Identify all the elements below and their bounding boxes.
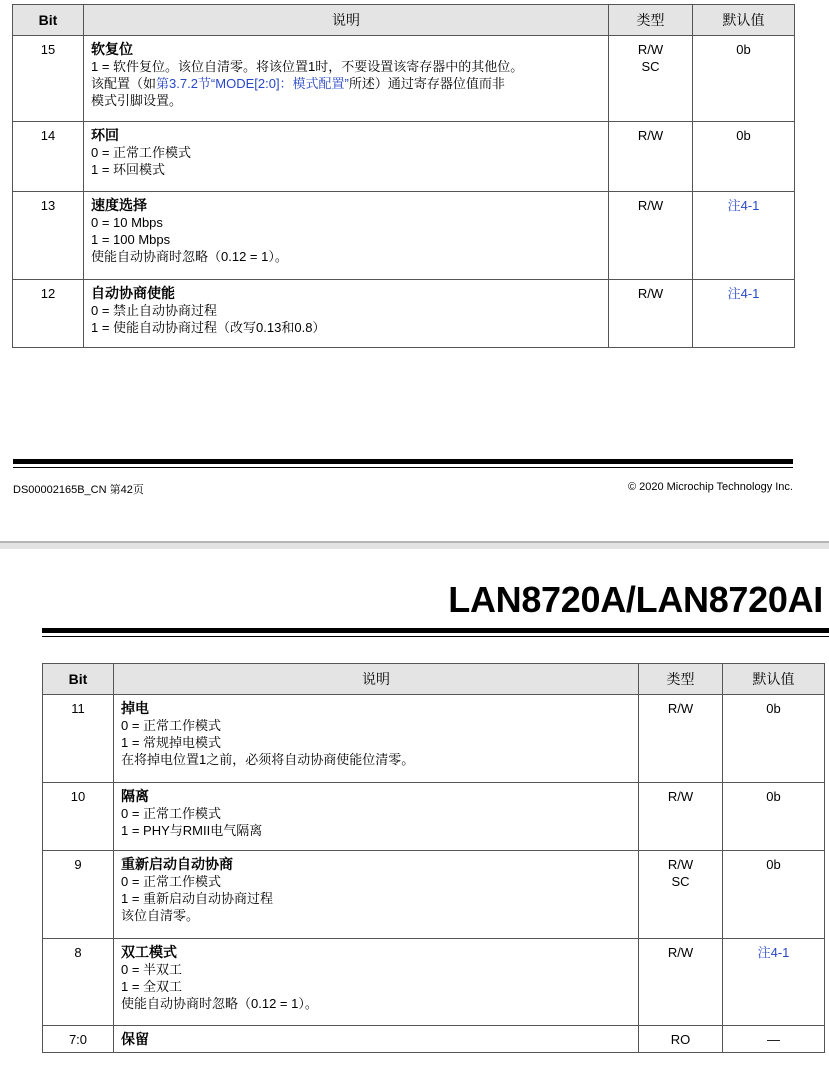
type-value: R/W [637, 198, 664, 213]
desc-line: 使能自动协商时忽略（0.12 = 1）。 [91, 249, 288, 264]
col-header-type: 类型 [639, 664, 723, 695]
col-header-type: 类型 [609, 5, 693, 36]
desc-line: 1 = 全双工 [121, 979, 183, 994]
footer-rule-thick [13, 459, 793, 464]
default-cell [693, 192, 795, 280]
field-title: 重新启动自动协商 [121, 856, 233, 872]
field-title: 环回 [91, 127, 119, 143]
type-cell [609, 122, 693, 192]
header-rule-thin [42, 636, 829, 637]
desc-line: 0 = 禁止自动协商过程 [91, 303, 218, 318]
bit-cell: 9 [43, 851, 114, 939]
bit-cell: 12 [13, 280, 84, 348]
type-value: R/W [667, 701, 694, 716]
desc-line: 模式引脚设置。 [91, 93, 183, 108]
field-title: 速度选择 [91, 197, 147, 213]
table-row [13, 192, 795, 280]
default-cell: 0b [723, 783, 825, 851]
bit-cell: 13 [13, 192, 84, 280]
default-cell: 0b [723, 695, 825, 783]
note-link[interactable]: 注4-1 [727, 286, 760, 301]
table-row [43, 851, 825, 939]
field-title: 隔离 [121, 788, 149, 804]
type-cell [639, 695, 723, 783]
field-title: 软复位 [91, 41, 133, 57]
type-cell [639, 1026, 723, 1053]
field-title: 自动协商使能 [91, 285, 175, 301]
table-row [13, 280, 795, 348]
desc-line: 0 = 正常工作模式 [121, 806, 222, 821]
type-value: R/W [667, 857, 694, 872]
desc-line: 0 = 正常工作模式 [121, 874, 222, 889]
type-cell [609, 192, 693, 280]
desc-line-with-link [91, 75, 601, 92]
desc-cell [114, 783, 639, 851]
desc-cell [114, 851, 639, 939]
desc-cell [114, 939, 639, 1026]
default-cell: 0b [693, 122, 795, 192]
type-cell [639, 939, 723, 1026]
footer-rule-thin [13, 467, 793, 468]
page-separator [0, 541, 829, 549]
bit-cell: 10 [43, 783, 114, 851]
desc-line: 1 = 软件复位。该位自清零。将该位置1时，不要设置该寄存器中的其他位。 [91, 59, 524, 74]
type-value: RO [670, 1032, 691, 1047]
field-title: 双工模式 [121, 944, 177, 960]
desc-line: 1 = 重新启动自动协商过程 [121, 891, 274, 906]
footer-copyright: © 2020 Microchip Technology Inc. [627, 481, 793, 493]
page-bottom [0, 549, 829, 1073]
desc-cell [84, 36, 609, 122]
default-cell: — [723, 1026, 825, 1053]
footer-doc-id: DS00002165B_CN 第42页 [13, 484, 144, 496]
desc-cell [84, 122, 609, 192]
desc-line: 该位自清零。 [121, 908, 200, 923]
bit-cell: 14 [13, 122, 84, 192]
bit-cell: 15 [13, 36, 84, 122]
type-value: R/W [667, 945, 694, 960]
desc-line: 0 = 正常工作模式 [121, 718, 222, 733]
register-table-2 [42, 663, 825, 1053]
desc-line: 1 = 100 Mbps [91, 232, 171, 247]
link-suffix: 所述）通过寄存器位值而非 [348, 76, 505, 91]
default-cell [723, 939, 825, 1026]
field-title: 掉电 [121, 700, 149, 716]
desc-line: 0 = 10 Mbps [91, 215, 163, 230]
table-row [43, 1026, 825, 1053]
type-value: SC [641, 59, 660, 74]
table-header-row [13, 5, 795, 36]
col-header-default: 默认值 [693, 5, 795, 36]
section-link[interactable]: 第3.7.2节“MODE[2:0]：模式配置” [156, 76, 349, 91]
desc-line: 1 = PHY与RMII电气隔离 [121, 823, 263, 838]
field-title: 保留 [121, 1031, 149, 1047]
bit-cell: 11 [43, 695, 114, 783]
default-cell: 0b [723, 851, 825, 939]
desc-cell [114, 695, 639, 783]
header-rule-thick [42, 628, 829, 633]
note-link[interactable]: 注4-1 [757, 945, 790, 960]
desc-line: 1 = 使能自动协商过程（改写0.13和0.8） [91, 320, 326, 335]
type-cell [639, 783, 723, 851]
desc-line: 0 = 半双工 [121, 962, 183, 977]
table-header-row [43, 664, 825, 695]
table-row [43, 695, 825, 783]
note-link[interactable]: 注4-1 [727, 198, 760, 213]
desc-line: 1 = 常规掉电模式 [121, 735, 222, 750]
type-value: SC [671, 874, 690, 889]
table-row [13, 36, 795, 122]
document-title: LAN8720A/LAN8720AI [448, 579, 823, 620]
type-cell [639, 851, 723, 939]
desc-line: 1 = 环回模式 [91, 162, 166, 177]
table-row [43, 939, 825, 1026]
table-row [13, 122, 795, 192]
desc-cell [114, 1026, 639, 1053]
type-value: R/W [637, 42, 664, 57]
type-value: R/W [667, 789, 694, 804]
default-cell [693, 280, 795, 348]
col-header-desc: 说明 [114, 664, 639, 695]
desc-cell [84, 280, 609, 348]
col-header-default: 默认值 [723, 664, 825, 695]
type-value: R/W [637, 128, 664, 143]
col-header-bit: Bit [13, 5, 84, 36]
bit-cell: 7:0 [43, 1026, 114, 1053]
table-row [43, 783, 825, 851]
col-header-bit: Bit [43, 664, 114, 695]
bit-cell: 8 [43, 939, 114, 1026]
desc-cell [84, 192, 609, 280]
type-cell [609, 36, 693, 122]
type-value: R/W [637, 286, 664, 301]
col-header-desc: 说明 [84, 5, 609, 36]
default-cell: 0b [693, 36, 795, 122]
desc-line: 使能自动协商时忽略（0.12 = 1）。 [121, 996, 318, 1011]
register-table-1 [12, 4, 795, 348]
link-prefix: 该配置（如 [91, 76, 157, 91]
desc-line: 0 = 正常工作模式 [91, 145, 192, 160]
type-cell [609, 280, 693, 348]
desc-line: 在将掉电位置1之前，必须将自动协商使能位清零。 [121, 752, 415, 767]
